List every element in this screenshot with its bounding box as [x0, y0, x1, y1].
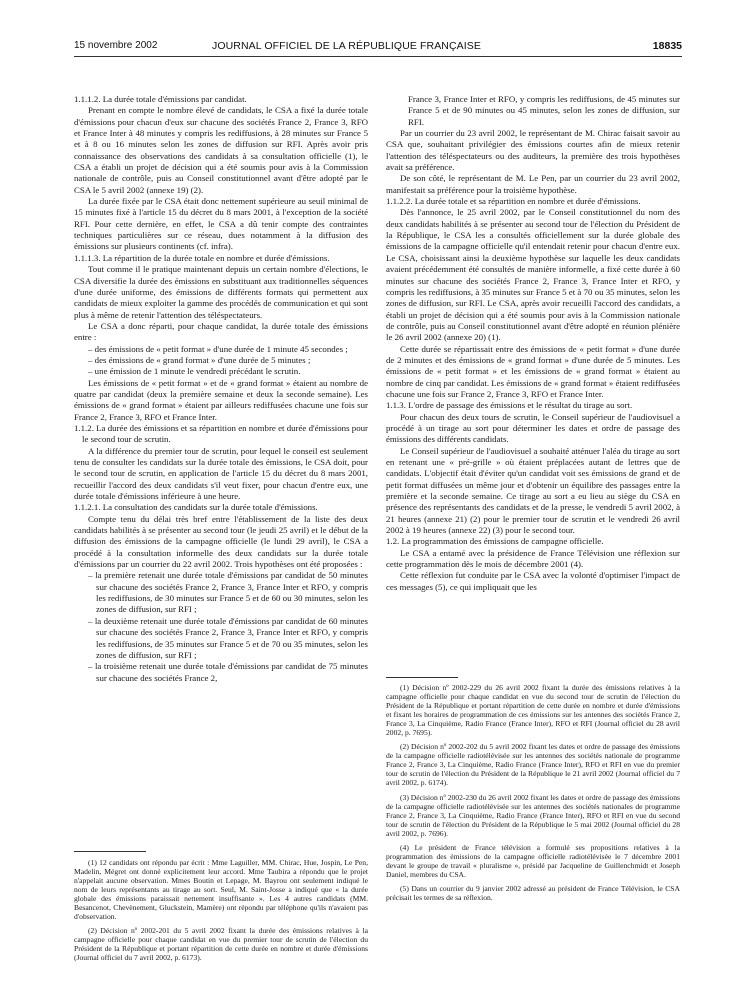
paragraph: La durée fixée par le CSA était donc nettement supérieure au seuil minimal de 15 minutes fixé à l'article 15 du décret du 8 mars 2001, à l'exception de la société RFI. Pour cette dernière, en effet, le CSA a dû tenir compte des contraintes techniques particulières sur ce réseau, dues notamment à la diffusion des émissions sur plusieurs continents (cf. infra). [74, 196, 368, 252]
header-rule [74, 56, 682, 57]
paragraph: Par un courrier du 23 avril 2002, le représentant de M. Chirac faisait savoir au CSA que, souhaitant privilégier des émissions courtes afin de mieux retenir l'attention des téléspectateurs ou des auditeurs, la première des trois hypothèses avait sa préférence. [386, 128, 680, 173]
footnote-rule [386, 677, 458, 678]
paragraph: Le CSA a entamé avec la présidence de France Télévision une réflexion sur cette programmation dès le mois de décembre 2001 (4). [386, 547, 680, 570]
left-column [74, 94, 368, 684]
footnote: (5) Dans un courrier du 9 janvier 2002 adressé au président de France Télévision, le CSA précisait les termes de sa réflexion. [386, 883, 680, 902]
paragraph: Prenant en compte le nombre élevé de candidats, le CSA a fixé la durée totale d'émissions pour chacun d'eux sur chacune des sociétés France 2, France 3, RFO et France Inter à 48 minutes y compris les rediffusions, à 28 minutes sur France 5 et à 8 ou 16 minutes selon les zones de diffusion sur RFI. Après avoir pris connaissance des observations des candidats à sa consultation officielle (1), le CSA a établi un projet de décision qui a été soumis pour avis à la Commission nationale de contrôle, puis au Conseil constitutionnel avant d'être adopté par le CSA le 5 avril 2002 (annexe 19) (2). [74, 105, 368, 195]
section-heading: 1.1.1.3. La répartition de la durée totale en nombre et durée d'émissions. [74, 252, 330, 263]
footnote: (1) 12 candidats ont répondu par écrit : Mme Laguiller, MM. Chirac, Hue, Jospin, Le Pen, Madelin, Mégret ont donné explicitement leur accord. Mme Taubira a répondu que le projet n'appelait aucune observation. Mmes Boutin et Lepage, M. Bayrou ont seulement indiqué le nom de leurs représentants au tirage au sort. Seul, M. Saint-Josse a indiqué que « la durée globale des émissions paraissait nettement insuffisante ». Les 4 autres candidats (MM. Besancenot, Chevènement, Gluckstein, Mamère) ont répondu par téléphone qu'ils n'avaient pas d'observation. [74, 858, 368, 922]
paragraph: Cette réflexion fut conduite par le CSA avec la volonté d'optimiser l'impact de ces messages (5), ce qui impliquait que les [386, 570, 680, 592]
list-item: – la première retenait une durée totale d'émissions par candidat de 50 minutes sur chacune des sociétés France 2, France 3, France Inter et RFO, y compris les rediffusions, de 30 minutes sur France 5 et de 60 ou 30 minutes, selon les zones de diffusion, sur RFI ; [74, 570, 368, 615]
section-heading: 1.1.3. L'ordre de passage des émissions et le résultat du tirage au sort. [386, 400, 633, 411]
footnote-rule [74, 851, 146, 852]
paragraph: Tout comme il le pratique maintenant depuis un certain nombre d'élections, le CSA diversifie la durée des émissions en substituant aux traditionnelles séquences d'une durée uniforme, des émissions de différents formats qui permettent aux candidats de mieux exploiter la gamme des procédés de communication et qui sont plus à même de retenir l'attention des téléspectateurs. [74, 264, 368, 320]
paragraph: A la différence du premier tour de scrutin, pour lequel le conseil est seulement tenu de consulter les candidats sur la durée totale des émissions, le CSA doit, pour le second tour de scrutin, en application de l'article 15 du décret du 8 mars 2001, recueillir l'accord des deux candidats s'il veut fixer, pour chacun d'entre eux, une durée totale d'émissions inférieure à une heure. [74, 445, 368, 502]
left-footnotes [74, 858, 368, 968]
section-heading: 1.2. La programmation des émissions de campagne officielle. [386, 536, 604, 547]
paragraph: Dès l'annonce, le 25 avril 2002, par le Conseil constitutionnel du nom des deux candidats habilités à se présenter au second tour de l'élection du Président de la République, le CSA les a consultés officiellement sur la durée globale des émissions de la campagne officielle qu'il entendait retenir pour chacun d'entre eux. Le CSA, choisissant ainsi la deuxième hypothèse sur laquelle les deux candidats avaient précédemment été consultés de manière informelle, a fixé cette durée à 60 minutes sur chacune des sociétés France 2, France 3, France Inter et RFO, y compris les rediffusions, à 35 minutes sur France 5 et à 70 ou 35 minutes, selon les zones de diffusion, sur RFI. Le CSA, après avoir recueilli l'accord des candidats, a établi un projet de décision qui a été soumis pour avis à la Commission nationale de contrôle, puis au Conseil constitutionnel avant d'être adopté en réunion plénière le 26 avril 2002 (annexe 20) (1). [386, 207, 680, 343]
right-column [386, 94, 680, 593]
section-heading: 1.1.2.2. La durée totale et sa répartition en nombre et durée d'émissions. [386, 196, 641, 207]
list-item: – des émissions de « petit format » d'une durée de 1 minute 45 secondes ; [74, 344, 368, 355]
section-heading: 1.1.2. La durée des émissions et sa répartition en nombre et durée d'émissions pour le second tour de scrutin. [74, 422, 368, 445]
format-list [74, 344, 368, 378]
hypotheses-list-continued [386, 94, 680, 128]
paragraph: Cette durée se répartissait entre des émissions de « petit format » d'une durée de 2 minutes et des émissions de « grand format » d'une durée de 5 minutes. Les émissions de « petit format » et les émissions de « grand format » étaient au nombre de cinq par candidat. Les émissions de « grand format » étaient rediffusées chacune une fois sur France 2, France 3, RFO et France Inter. [386, 343, 680, 399]
section-heading: 1.1.2.1. La consultation des candidats sur la durée totale d'émissions. [74, 502, 318, 513]
paragraph: Pour chacun des deux tours de scrutin, le Conseil supérieur de l'audiovisuel a procédé à un tirage au sort pour déterminer les dates et ordre de passage des émissions des différents candidats. [386, 411, 680, 445]
list-item: – une émission de 1 minute le vendredi précédant le scrutin. [74, 366, 368, 377]
footnote: (4) Le président de France télévision a formulé ses propositions relatives à la programmation des émissions de la campagne officielle radiotélévisée le 7 décembre 2001 devant le groupe de travail « pluralisme », présidé par Jacqueline de Guillenchmidt et Joseph Daniel, membres du CSA. [386, 842, 680, 879]
paragraph: Les émissions de « petit format » et de « grand format » étaient au nombre de quatre par candidat (deux la première semaine et deux la seconde semaine). Les émissions de « grand format » étaient par ailleurs rediffusées chacune une fois sur France 2, France 3, RFO et France Inter. [74, 377, 368, 422]
continued-text: France 3, France Inter et RFO, y compris les rediffusions, de 45 minutes sur France 5 et de 90 minutes ou 45 minutes, selon les zones de diffusion, sur RFI. [408, 94, 680, 127]
header-date: 15 novembre 2002 [74, 40, 158, 51]
section-heading: 1.1.1.2. La durée totale d'émissions par candidat. [74, 94, 247, 104]
right-footnotes [386, 683, 680, 907]
footnote: (2) Décision nº 2002-201 du 5 avril 2002 fixant la durée des émissions relatives à la campagne officielle pour chaque candidat en vue du premier tour de scrutin de l'élection du Président de la République et portant répartition de cette durée en nombre et durée d'émissions (Journal officiel du 7 avril 2002, p. 6173). [74, 926, 368, 963]
paragraph: Le Conseil supérieur de l'audiovisuel a souhaité atténuer l'aléa du tirage au sort en retenant une « pré-grille » où étaient préplacées autant de lettres que de candidats. L'objectif était d'éviter qu'un candidat voit ses émissions de grand et de petit format diffusées un même jour et d'obtenir un équilibre des passages entre la première et la seconde semaine. Ce tirage au sort a eu lieu au siège du CSA en présence des représentants des candidats et de la presse, le vendredi 5 avril 2002, à 21 heures (annexe 21) (2) pour le premier tour de scrutin et le vendredi 26 avril 2002 à 19 heures (annexe 22) (3) pour le second tour. [386, 445, 680, 536]
footnote: (1) Décision nº 2002-229 du 26 avril 2002 fixant la durée des émissions relatives à la campagne officielle pour chaque candidat en vue du second tour de scrutin de l'élection du Président de la République et portant répartition de cette durée en nombre et durée d'émissions et fixant les horaires de programmation de ces émissions sur les antennes des sociétés France 2, France 3, La Cinquième, Radio France (France Inter), RFO et RFI (Journal officiel du 28 avril 2002, p. 7695). [386, 683, 680, 738]
page-number: 18835 [652, 40, 682, 52]
list-item: – la deuxième retenait une durée totale d'émissions par candidat de 60 minutes sur chacune des sociétés France 2, France 3, France Inter et RFO, y compris les rediffusions, de 35 minutes sur France 5 et de 70 ou 35 minutes, selon les zones de diffusion, sur RFI ; [74, 616, 368, 661]
list-item-continued [386, 94, 680, 128]
list-item: – des émissions de « grand format » d'une durée de 5 minutes ; [74, 355, 368, 366]
list-item: – la troisième retenait une durée totale d'émissions par candidat de 75 minutes sur chacune des sociétés France 2, [74, 661, 368, 684]
paragraph: Le CSA a donc réparti, pour chaque candidat, la durée totale des émissions entre : [74, 320, 368, 343]
footnote: (2) Décision nº 2002-202 du 5 avril 2002 fixant les dates et ordre de passage des émissions de la campagne officielle radiotélévisée sur les antennes des sociétés nationale de programme France 2, France 3, La Cinquième, Radio France (France Inter), RFO et RFI en vue du premier tour de scrutin de l'élection du Président de la République le 21 avril 2002 (Journal officiel du 7 avril 2002, p. 6174). [386, 742, 680, 788]
paragraph: Compte tenu du délai très bref entre l'établissement de la liste des deux candidats habilités à se présenter au second tour (le jeudi 25 avril) et le début de la diffusion des émissions de la campagne officielle (le lundi 29 avril), le CSA a procédé à la consultation informelle des deux candidats sur la durée totale d'émissions par un courrier du 22 avril 2002. Trois hypothèses ont été proposées : [74, 513, 368, 570]
hypotheses-list [74, 570, 368, 683]
footnote: (3) Décision nº 2002-230 du 26 avril 2002 fixant les dates et ordre de passage des émissions de la campagne officielle radiotélévisée sur les antennes des sociétés nationales de programme France 2, France 3, La Cinquième, Radio France (France Inter), RFO et RFI en vue du second tour de scrutin de l'élection du Président de la République le 5 mai 2002 (Journal officiel du 28 avril 2002, p. 7696). [386, 792, 680, 838]
paragraph: De son côté, le représentant de M. Le Pen, par un courrier du 23 avril 2002, manifestait sa préférence pour la troisième hypothèse. [386, 173, 680, 195]
journal-title: JOURNAL OFFICIEL DE LA RÉPUBLIQUE FRANÇAISE [212, 40, 481, 52]
